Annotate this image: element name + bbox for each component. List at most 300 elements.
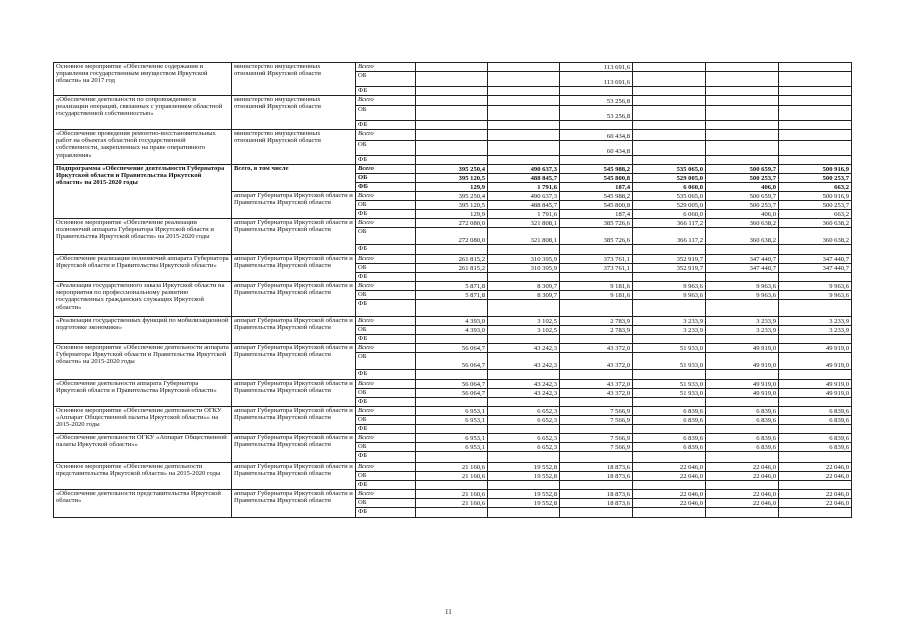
amount-cell: 6 839,6 [706,443,779,452]
funding-source: ОБ [356,72,416,87]
funding-source: ОБ [356,291,416,300]
amount-cell: 2 783,9 [560,317,633,326]
funding-source: Всего [356,463,416,472]
amount-cell: 6 839,6 [706,416,779,425]
amount-cell: 352 919,7 [633,255,706,264]
funding-source: Всего [356,407,416,416]
amount-cell [706,425,779,434]
amount-cell [779,63,852,72]
amount-cell: 3 102,5 [488,317,560,326]
amount-cell: 6 839,6 [779,416,852,425]
responsible-organization: аппарат Губернатора Иркутской области и Правительства Иркутской области [232,490,356,518]
amount-cell [779,156,852,165]
responsible-organization: аппарат Губернатора Иркутской области и Правительства Иркутской области [232,434,356,463]
amount-cell [779,335,852,344]
funding-source: Всего [356,219,416,228]
amount-cell: 5 871,8 [416,282,488,291]
amount-cell [706,87,779,96]
amount-cell: 663,2 [779,183,852,192]
amount-cell [633,121,706,130]
amount-cell: 347 440,7 [779,255,852,264]
amount-cell: 261 815,2 [416,255,488,264]
amount-cell: 22 046,0 [706,499,779,508]
amount-cell: 6 060,0 [633,183,706,192]
responsible-organization: министерство имущественных отношений Иркутской области [232,96,356,130]
amount-cell [488,141,560,156]
amount-cell [706,508,779,518]
amount-cell: 49 919,0 [706,353,779,370]
amount-cell [416,481,488,490]
amount-cell [488,452,560,463]
amount-cell: 43 242,3 [488,353,560,370]
amount-cell: 272 080,0 [416,228,488,245]
amount-cell: 21 160,6 [416,463,488,472]
amount-cell: 43 372,0 [560,380,633,389]
amount-cell [779,141,852,156]
funding-source: ОБ [356,472,416,481]
amount-cell: 4 393,0 [416,326,488,335]
amount-cell: 49 919,0 [706,380,779,389]
amount-cell: 9 963,6 [706,291,779,300]
amount-cell [488,63,560,72]
amount-cell [416,452,488,463]
amount-cell: 545 988,2 [560,192,633,201]
amount-cell: 385 726,6 [560,219,633,228]
amount-cell: 366 117,2 [633,228,706,245]
amount-cell: 22 046,0 [779,499,852,508]
amount-cell: 187,4 [560,183,633,192]
amount-cell [560,370,633,380]
amount-cell: 500 916,9 [779,192,852,201]
amount-cell: 49 919,0 [779,353,852,370]
amount-cell: 129,9 [416,183,488,192]
amount-cell: 500 253,7 [779,201,852,210]
amount-cell: 6 953,1 [416,407,488,416]
amount-cell: 360 638,2 [706,219,779,228]
amount-cell [416,130,488,141]
funding-source: ОБ [356,174,416,183]
amount-cell: 6 953,1 [416,443,488,452]
amount-cell: 488 845,7 [488,174,560,183]
amount-cell [706,370,779,380]
funding-source: ОБ [356,389,416,398]
amount-cell: 113 691,6 [560,72,633,87]
funding-source: ОБ [356,326,416,335]
program-description: «Обеспечение реализации полномочий аппарата Губернатора Иркутской области и Правительства Иркутской области» [54,255,232,282]
program-description: «Обеспечение деятельности по сопровождению и реализации операций, связанных с управлением областной государственной собственностью» [54,96,232,130]
amount-cell: 22 046,0 [633,490,706,499]
amount-cell [560,273,633,282]
amount-cell: 49 919,0 [779,380,852,389]
amount-cell: 53 256,8 [560,106,633,121]
amount-cell: 56 064,7 [416,344,488,353]
amount-cell [633,63,706,72]
amount-cell [488,481,560,490]
amount-cell: 6 839,6 [779,443,852,452]
amount-cell: 500 659,7 [706,165,779,174]
amount-cell: 19 552,8 [488,472,560,481]
amount-cell: 51 933,0 [633,353,706,370]
amount-cell: 490 637,3 [488,192,560,201]
amount-cell [779,398,852,407]
table-row [54,380,852,389]
table-row [54,463,852,472]
amount-cell: 49 919,0 [706,389,779,398]
amount-cell: 6 839,6 [633,434,706,443]
amount-cell: 9 963,6 [779,282,852,291]
amount-cell [779,121,852,130]
amount-cell [416,156,488,165]
amount-cell [706,452,779,463]
amount-cell [706,121,779,130]
responsible-organization: аппарат Губернатора Иркутской области и Правительства Иркутской области [232,317,356,344]
amount-cell: 545 800,8 [560,201,633,210]
amount-cell: 18 873,6 [560,499,633,508]
amount-cell: 19 552,8 [488,490,560,499]
funding-source: ОБ [356,499,416,508]
table-row [54,255,852,264]
amount-cell: 9 181,6 [560,291,633,300]
amount-cell [779,87,852,96]
amount-cell: 43 242,3 [488,344,560,353]
amount-cell [706,273,779,282]
funding-source: ФБ [356,87,416,96]
amount-cell: 2 783,9 [560,326,633,335]
amount-cell: 1 791,6 [488,210,560,219]
responsible-organization: министерство имущественных отношений Иркутской области [232,130,356,165]
amount-cell [416,106,488,121]
amount-cell [560,245,633,255]
funding-source: ФБ [356,508,416,518]
amount-cell: 51 933,0 [633,380,706,389]
amount-cell [633,96,706,106]
program-description: «Реализация государственных функций по мобилизационной подготовке экономики» [54,317,232,344]
amount-cell [488,398,560,407]
funding-source: ФБ [356,481,416,490]
funding-source: Всего [356,165,416,174]
responsible-organization: аппарат Губернатора Иркутской области и Правительства Иркутской области [232,192,356,219]
table-row [54,317,852,326]
amount-cell [633,245,706,255]
amount-cell: 3 102,5 [488,326,560,335]
amount-cell [706,96,779,106]
amount-cell: 272 080,0 [416,219,488,228]
amount-cell [488,335,560,344]
amount-cell [633,141,706,156]
amount-cell: 18 873,6 [560,490,633,499]
amount-cell [706,398,779,407]
responsible-organization: аппарат Губернатора Иркутской области и Правительства Иркутской области [232,380,356,407]
funding-source: ФБ [356,245,416,255]
amount-cell: 43 372,0 [560,344,633,353]
amount-cell: 347 440,7 [706,264,779,273]
table-row [54,282,852,291]
amount-cell [633,156,706,165]
funding-source: Всего [356,130,416,141]
responsible-organization: аппарат Губернатора Иркутской области и Правительства Иркутской области [232,255,356,282]
funding-source: ФБ [356,425,416,434]
responsible-organization: аппарат Губернатора Иркутской области и Правительства Иркутской области [232,407,356,434]
table-row [54,219,852,228]
amount-cell: 360 638,2 [779,228,852,245]
funding-source: ФБ [356,183,416,192]
amount-cell [488,130,560,141]
amount-cell: 22 046,0 [779,472,852,481]
funding-source: Всего [356,96,416,106]
amount-cell: 7 566,9 [560,434,633,443]
amount-cell: 663,2 [779,210,852,219]
amount-cell: 43 242,3 [488,389,560,398]
responsible-organization: аппарат Губернатора Иркутской области и Правительства Иркутской области [232,219,356,255]
amount-cell [560,300,633,317]
page-number: 11 [445,608,452,616]
amount-cell [706,245,779,255]
program-description: Подпрограмма «Обеспечение деятельности Губернатора Иркутской области и Правительства Иркутской области» на 2015-2020 годы [54,165,232,219]
amount-cell: 352 919,7 [633,264,706,273]
amount-cell [560,398,633,407]
amount-cell: 53 256,8 [560,96,633,106]
amount-cell: 490 637,3 [488,165,560,174]
amount-cell [416,300,488,317]
funding-source: Всего [356,282,416,291]
amount-cell: 3 233,9 [633,326,706,335]
amount-cell [488,156,560,165]
amount-cell [560,452,633,463]
amount-cell [488,96,560,106]
amount-cell: 6 839,6 [633,416,706,425]
amount-cell: 6 060,0 [633,210,706,219]
amount-cell: 21 160,6 [416,499,488,508]
amount-cell: 7 566,9 [560,416,633,425]
amount-cell [633,508,706,518]
program-description: «Обеспечение деятельности аппарата Губернатора Иркутской области и Правительства Иркутской области» [54,380,232,407]
amount-cell: 373 761,1 [560,255,633,264]
amount-cell [633,398,706,407]
amount-cell [779,508,852,518]
amount-cell [706,156,779,165]
table-row [54,407,852,416]
amount-cell [560,335,633,344]
amount-cell: 395 120,5 [416,174,488,183]
amount-cell: 6 839,6 [706,407,779,416]
program-description: Основное мероприятие «Обеспечение деятельности ОГКУ «Аппарат Общественной палаты Иркутской области»» на 2015-2020 годы [54,407,232,434]
amount-cell: 310 395,9 [488,264,560,273]
amount-cell [488,273,560,282]
amount-cell [633,425,706,434]
amount-cell: 385 726,6 [560,228,633,245]
amount-cell [416,370,488,380]
amount-cell: 500 916,9 [779,165,852,174]
amount-cell: 310 395,9 [488,255,560,264]
table-row [54,63,852,72]
amount-cell [488,508,560,518]
amount-cell: 9 963,6 [706,282,779,291]
funding-source: Всего [356,255,416,264]
amount-cell: 545 800,8 [560,174,633,183]
amount-cell [633,335,706,344]
amount-cell [779,96,852,106]
amount-cell [706,106,779,121]
amount-cell: 529 005,0 [633,201,706,210]
amount-cell [633,130,706,141]
amount-cell: 43 242,3 [488,380,560,389]
amount-cell [779,245,852,255]
amount-cell: 6 839,6 [779,407,852,416]
responsible-organization: аппарат Губернатора Иркутской области и Правительства Иркутской области [232,463,356,490]
responsible-organization: аппарат Губернатора Иркутской области и Правительства Иркутской области [232,282,356,317]
amount-cell [706,130,779,141]
amount-cell: 49 919,0 [779,389,852,398]
amount-cell: 3 233,9 [779,326,852,335]
amount-cell: 22 046,0 [633,472,706,481]
amount-cell: 366 117,2 [633,219,706,228]
funding-source: ФБ [356,452,416,463]
amount-cell: 347 440,7 [706,255,779,264]
funding-source: ОБ [356,353,416,370]
amount-cell [416,425,488,434]
funding-source: ОБ [356,141,416,156]
amount-cell: 360 638,2 [779,219,852,228]
amount-cell [416,335,488,344]
amount-cell: 395 250,4 [416,192,488,201]
amount-cell: 8 309,7 [488,282,560,291]
amount-cell: 529 005,0 [633,174,706,183]
amount-cell [416,96,488,106]
funding-source: ОБ [356,264,416,273]
amount-cell [416,87,488,96]
amount-cell: 500 659,7 [706,192,779,201]
funding-source: ОБ [356,443,416,452]
amount-cell [416,273,488,282]
amount-cell [633,273,706,282]
amount-cell [488,72,560,87]
program-description: «Обеспечение деятельности ОГКУ «Аппарат Общественной палаты Иркутской области»» [54,434,232,463]
amount-cell: 113 691,6 [560,63,633,72]
funding-source: ФБ [356,121,416,130]
table-row [54,344,852,353]
amount-cell [416,121,488,130]
amount-cell: 1 791,6 [488,183,560,192]
amount-cell: 6 839,6 [779,434,852,443]
amount-cell [633,72,706,87]
program-description: Основное мероприятие «Обеспечение реализации полномочий аппарата Губернатора Иркутской области и Правительства Иркутской области» на 2015-2020 годы [54,219,232,255]
amount-cell: 51 933,0 [633,344,706,353]
amount-cell [706,335,779,344]
table-body [54,63,852,518]
amount-cell: 406,0 [706,183,779,192]
amount-cell [633,106,706,121]
amount-cell [560,425,633,434]
funding-source: ОБ [356,228,416,245]
funding-source: Всего [356,380,416,389]
amount-cell: 9 963,6 [779,291,852,300]
funding-source: ФБ [356,398,416,407]
amount-cell: 21 160,6 [416,472,488,481]
amount-cell [560,508,633,518]
amount-cell [416,245,488,255]
amount-cell [779,72,852,87]
amount-cell: 56 064,7 [416,380,488,389]
amount-cell [633,370,706,380]
amount-cell: 7 566,9 [560,407,633,416]
amount-cell [416,398,488,407]
amount-cell: 19 552,8 [488,463,560,472]
amount-cell: 535 065,0 [633,165,706,174]
amount-cell: 3 233,9 [633,317,706,326]
amount-cell: 395 250,4 [416,165,488,174]
amount-cell [560,87,633,96]
amount-cell: 56 064,7 [416,389,488,398]
amount-cell: 395 120,5 [416,201,488,210]
amount-cell: 43 372,0 [560,353,633,370]
amount-cell [779,130,852,141]
amount-cell [779,481,852,490]
amount-cell: 18 873,6 [560,472,633,481]
program-description: Основное мероприятие «Обеспечение деятельности представительства Иркутской области» на 2015-2020 годы [54,463,232,490]
amount-cell: 3 233,9 [706,317,779,326]
amount-cell [488,300,560,317]
amount-cell: 4 393,0 [416,317,488,326]
amount-cell: 49 919,0 [706,344,779,353]
program-description: «Обеспечение деятельности представительства Иркутской области» [54,490,232,518]
amount-cell [416,508,488,518]
amount-cell: 347 440,7 [779,264,852,273]
amount-cell [706,300,779,317]
responsible-organization: Всего, в том числе [232,165,356,192]
funding-source: ФБ [356,156,416,165]
amount-cell: 22 046,0 [706,490,779,499]
amount-cell [560,481,633,490]
amount-cell: 488 845,7 [488,201,560,210]
amount-cell: 187,4 [560,210,633,219]
amount-cell: 43 372,0 [560,389,633,398]
amount-cell: 3 233,9 [779,317,852,326]
amount-cell: 535 065,0 [633,192,706,201]
program-description: «Реализация государственного заказа Иркутской области на мероприятия по профессиональному развитию государственных гражданских служащих Иркутской области» [54,282,232,317]
amount-cell: 7 566,9 [560,443,633,452]
amount-cell: 51 933,0 [633,389,706,398]
funding-source: Всего [356,344,416,353]
amount-cell: 60 434,8 [560,141,633,156]
amount-cell: 22 046,0 [779,490,852,499]
amount-cell [488,425,560,434]
amount-cell: 8 309,7 [488,291,560,300]
amount-cell: 9 181,6 [560,282,633,291]
funding-source: ФБ [356,210,416,219]
amount-cell [779,452,852,463]
amount-cell: 9 963,6 [633,282,706,291]
amount-cell [706,72,779,87]
table-row [54,165,852,174]
amount-cell: 6 839,6 [633,443,706,452]
table-row [54,490,852,499]
amount-cell: 5 871,8 [416,291,488,300]
amount-cell: 129,9 [416,210,488,219]
amount-cell: 49 919,0 [779,344,852,353]
amount-cell: 373 761,1 [560,264,633,273]
funding-source: ОБ [356,106,416,121]
amount-cell [633,300,706,317]
amount-cell: 321 808,1 [488,228,560,245]
amount-cell: 22 046,0 [779,463,852,472]
amount-cell [706,63,779,72]
amount-cell: 6 652,3 [488,443,560,452]
program-description: «Обеспечение проведения ремонтно-восстановительных работ на объектах областной государственной собственности, закрепленных на праве оперативного управления» [54,130,232,165]
amount-cell [779,273,852,282]
amount-cell [488,121,560,130]
funding-source: ОБ [356,201,416,210]
amount-cell [560,121,633,130]
